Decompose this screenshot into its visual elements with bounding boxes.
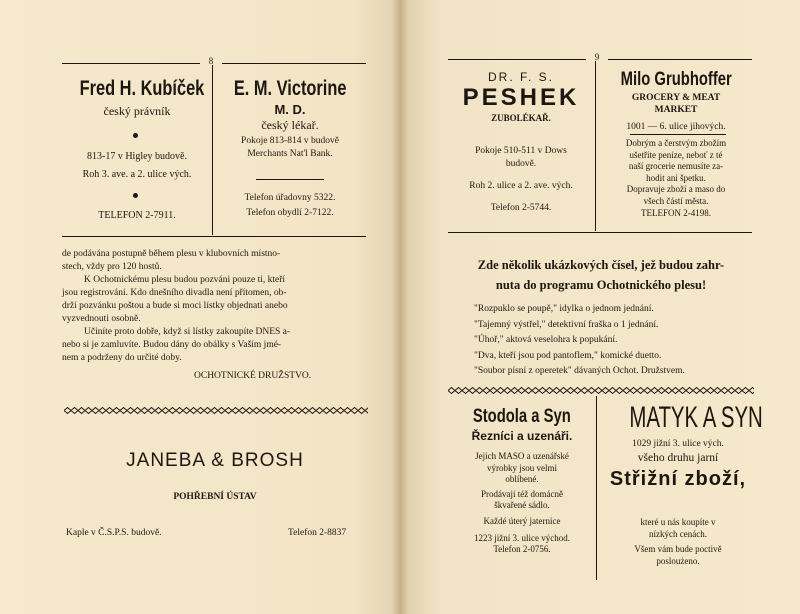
column-divider [595,61,596,231]
stodola-phone: Telefon 2-0756. [493,544,551,555]
matyk-address: 1029 jižní 3. ulice vých. [632,439,724,449]
grubhoffer-text-line: hodit ani špetku. [646,172,706,183]
ad-box-bottom-rule [62,236,366,237]
stodola-text-line: oblíbené. [505,474,539,485]
kubicek-address-block [62,150,212,181]
peshek-ad [448,70,594,125]
notice-line: jsou registrováni. Kdo dnešního divadla není přítomen, ob- [62,288,287,298]
program-item: "Soubor písní z operetek" dávaných Ochot. Družstvem. [474,366,685,377]
grubhoffer-line2: MARKET [654,105,698,115]
kubicek-address2: Roh 3. ave. a 2. ulice vých. [82,168,192,180]
top-rule-right [608,59,752,60]
notice-text [62,248,368,383]
victorine-name: E. M. Victorine [233,77,347,100]
program-heading-line2: nuta do programu Ochotnického plesu! [495,278,707,292]
grubhoffer-text-line: Dopravuje zboží a maso do [626,184,726,195]
notice-line: nem a podrženy do určité doby. [62,353,182,363]
program-heading [448,255,754,295]
notice-line: K Ochotnickému plesu budou pozváni pouze ti, kteří [84,275,286,285]
page-number: 8 [208,56,214,66]
grubhoffer-text-line: ušetříte peníze, neboť z té [629,149,723,160]
top-rule-left [62,63,200,64]
peshek-rooms2: budově. [505,159,537,169]
matyk-line1: všeho druhu jarní [637,452,719,464]
victorine-phones [214,192,366,220]
stodola-address: 1223 jižní 3. ulice východ. [474,532,570,543]
victorine-phone2: Telefon obydlí 2-7122. [246,208,334,218]
grubhoffer-text-line: všech částí města. [643,195,709,206]
victorine-bank: Merchants Nat'l Bank. [247,149,333,159]
grubhoffer-text-line: naší grocerie nemusíte za- [628,161,724,172]
matyk-text-line: které u nás koupíte v [640,517,716,527]
matyk-text [598,517,758,567]
stodola-text-line: Jejich MASO a uzenářské [475,451,569,461]
notice-line: vyzvednouti osobně. [62,314,141,324]
peshek-prefix: DR. F. S. [487,70,554,84]
matyk-ad [598,400,763,492]
janeba-subtitle: POHŘEBNÍ ÚSTAV [173,492,257,502]
ornament-rule [64,407,368,414]
grubhoffer-text-line: Dobrým a čerstvým zbožím [625,138,727,148]
victorine-ad [214,76,366,161]
bullet-dot [133,133,138,138]
matyk-text-line: Všem vám bude poctivě [634,544,722,555]
program-item: "Rozpuklo se poupě," idylka o jednom jednání. [474,304,654,314]
kubicek-name: Fred H. Kubíček [79,77,205,100]
short-divider [630,134,726,135]
program-heading-line1: Zde několik ukázkových čísel, jež budou zahr- [477,258,725,272]
victorine-title: český lékař. [261,118,319,132]
stodola-text-line: škvařené sádlo. [494,500,550,511]
peshek-address: Roh 2. ulice a 2. ave. vých. [469,181,573,191]
grubhoffer-line1: GROCERY & MEAT [631,93,721,103]
peshek-title: ZUBOLÉKAŘ. [491,113,551,123]
grubhoffer-ad [597,68,755,134]
kubicek-phone: TELEFON 2-7911. [98,210,176,221]
top-rule-left [448,59,586,60]
matyk-name: MATYK A SYN [629,401,763,434]
program-item: "Úhoř," aktová veselohra k popukání. [474,335,618,346]
janeba-name: JANEBA & BROSH [126,450,304,471]
janeba-phone: Telefon 2-8837 [288,528,347,538]
column-divider [212,65,213,235]
matyk-text-line: nízkých cenách. [649,528,707,539]
bullet-dot [133,193,138,198]
grubhoffer-address: 1001 — 6. ulice jihových. [626,122,726,132]
notice-line: drží pozvánku poštou a bude si moci lístky objednati anebo [62,301,288,311]
right-page [400,0,800,614]
peshek-details [448,145,594,215]
program-item: "Tajemný výstřel," detektivní fraška o 1 jednání. [474,319,659,330]
stodola-text-line: výrobky jsou velmi [487,462,557,473]
grubhoffer-name: Milo Grubhoffer [620,69,732,90]
stodola-subtitle: Řezníci a uzenáři. [471,429,573,443]
kubicek-ad [62,76,212,119]
matyk-big: Střižní zboží, [609,468,747,490]
victorine-rooms: Pokoje 813-814 v budově [241,136,339,146]
grubhoffer-phone: TELEFON 2-4198. [641,207,711,218]
kubicek-title: český právník [103,104,171,118]
notice-line: nebo si je zamluvíte. Budou dány do obálky s Vaším jmé- [62,340,282,350]
program-item: "Dva, kteří jsou pod pantoflem," komické duetto. [474,350,662,361]
stodola-name: Stodola a Syn [472,406,571,427]
stodola-text-line: Prodávají též domácně [481,488,563,499]
grubhoffer-text [597,138,755,219]
ornament-rule [448,387,754,394]
notice-line: de podávána postupně během plesu v klubovních místno- [62,249,281,259]
victorine-phone1: Telefon úřadovny 5322. [244,193,336,203]
stodola-ad [448,405,596,444]
notice-signature: OCHOTNICKÉ DRUŽSTVO. [194,371,312,381]
peshek-rooms1: Pokoje 510-511 v Dows [475,146,567,156]
book-gutter [392,0,408,614]
column-divider-bottom [596,396,597,580]
ad-box-bottom-rule [448,232,752,233]
page-number: 9 [594,52,600,62]
stodola-text [448,451,596,556]
program-list [474,302,764,380]
notice-line: Učiníte proto dobře, když si lístky zakoupíte DNES a- [84,327,291,337]
janeba-chapel: Kaple v Č.S.P.S. budově. [66,528,162,538]
short-divider [256,179,324,180]
matyk-text-line: posloużeno. [656,555,700,566]
peshek-name: PESHEK [462,84,580,111]
peshek-phone: Telefon 2-5744. [490,203,552,213]
notice-line: stech, vždy pro 120 hostů. [62,262,162,272]
stodola-text-line: Každé úterý jaternice [483,515,561,526]
kubicek-address1: 813-17 v Higley budově. [87,151,187,162]
top-rule-right [222,63,366,64]
victorine-degree: M. D. [274,102,306,117]
